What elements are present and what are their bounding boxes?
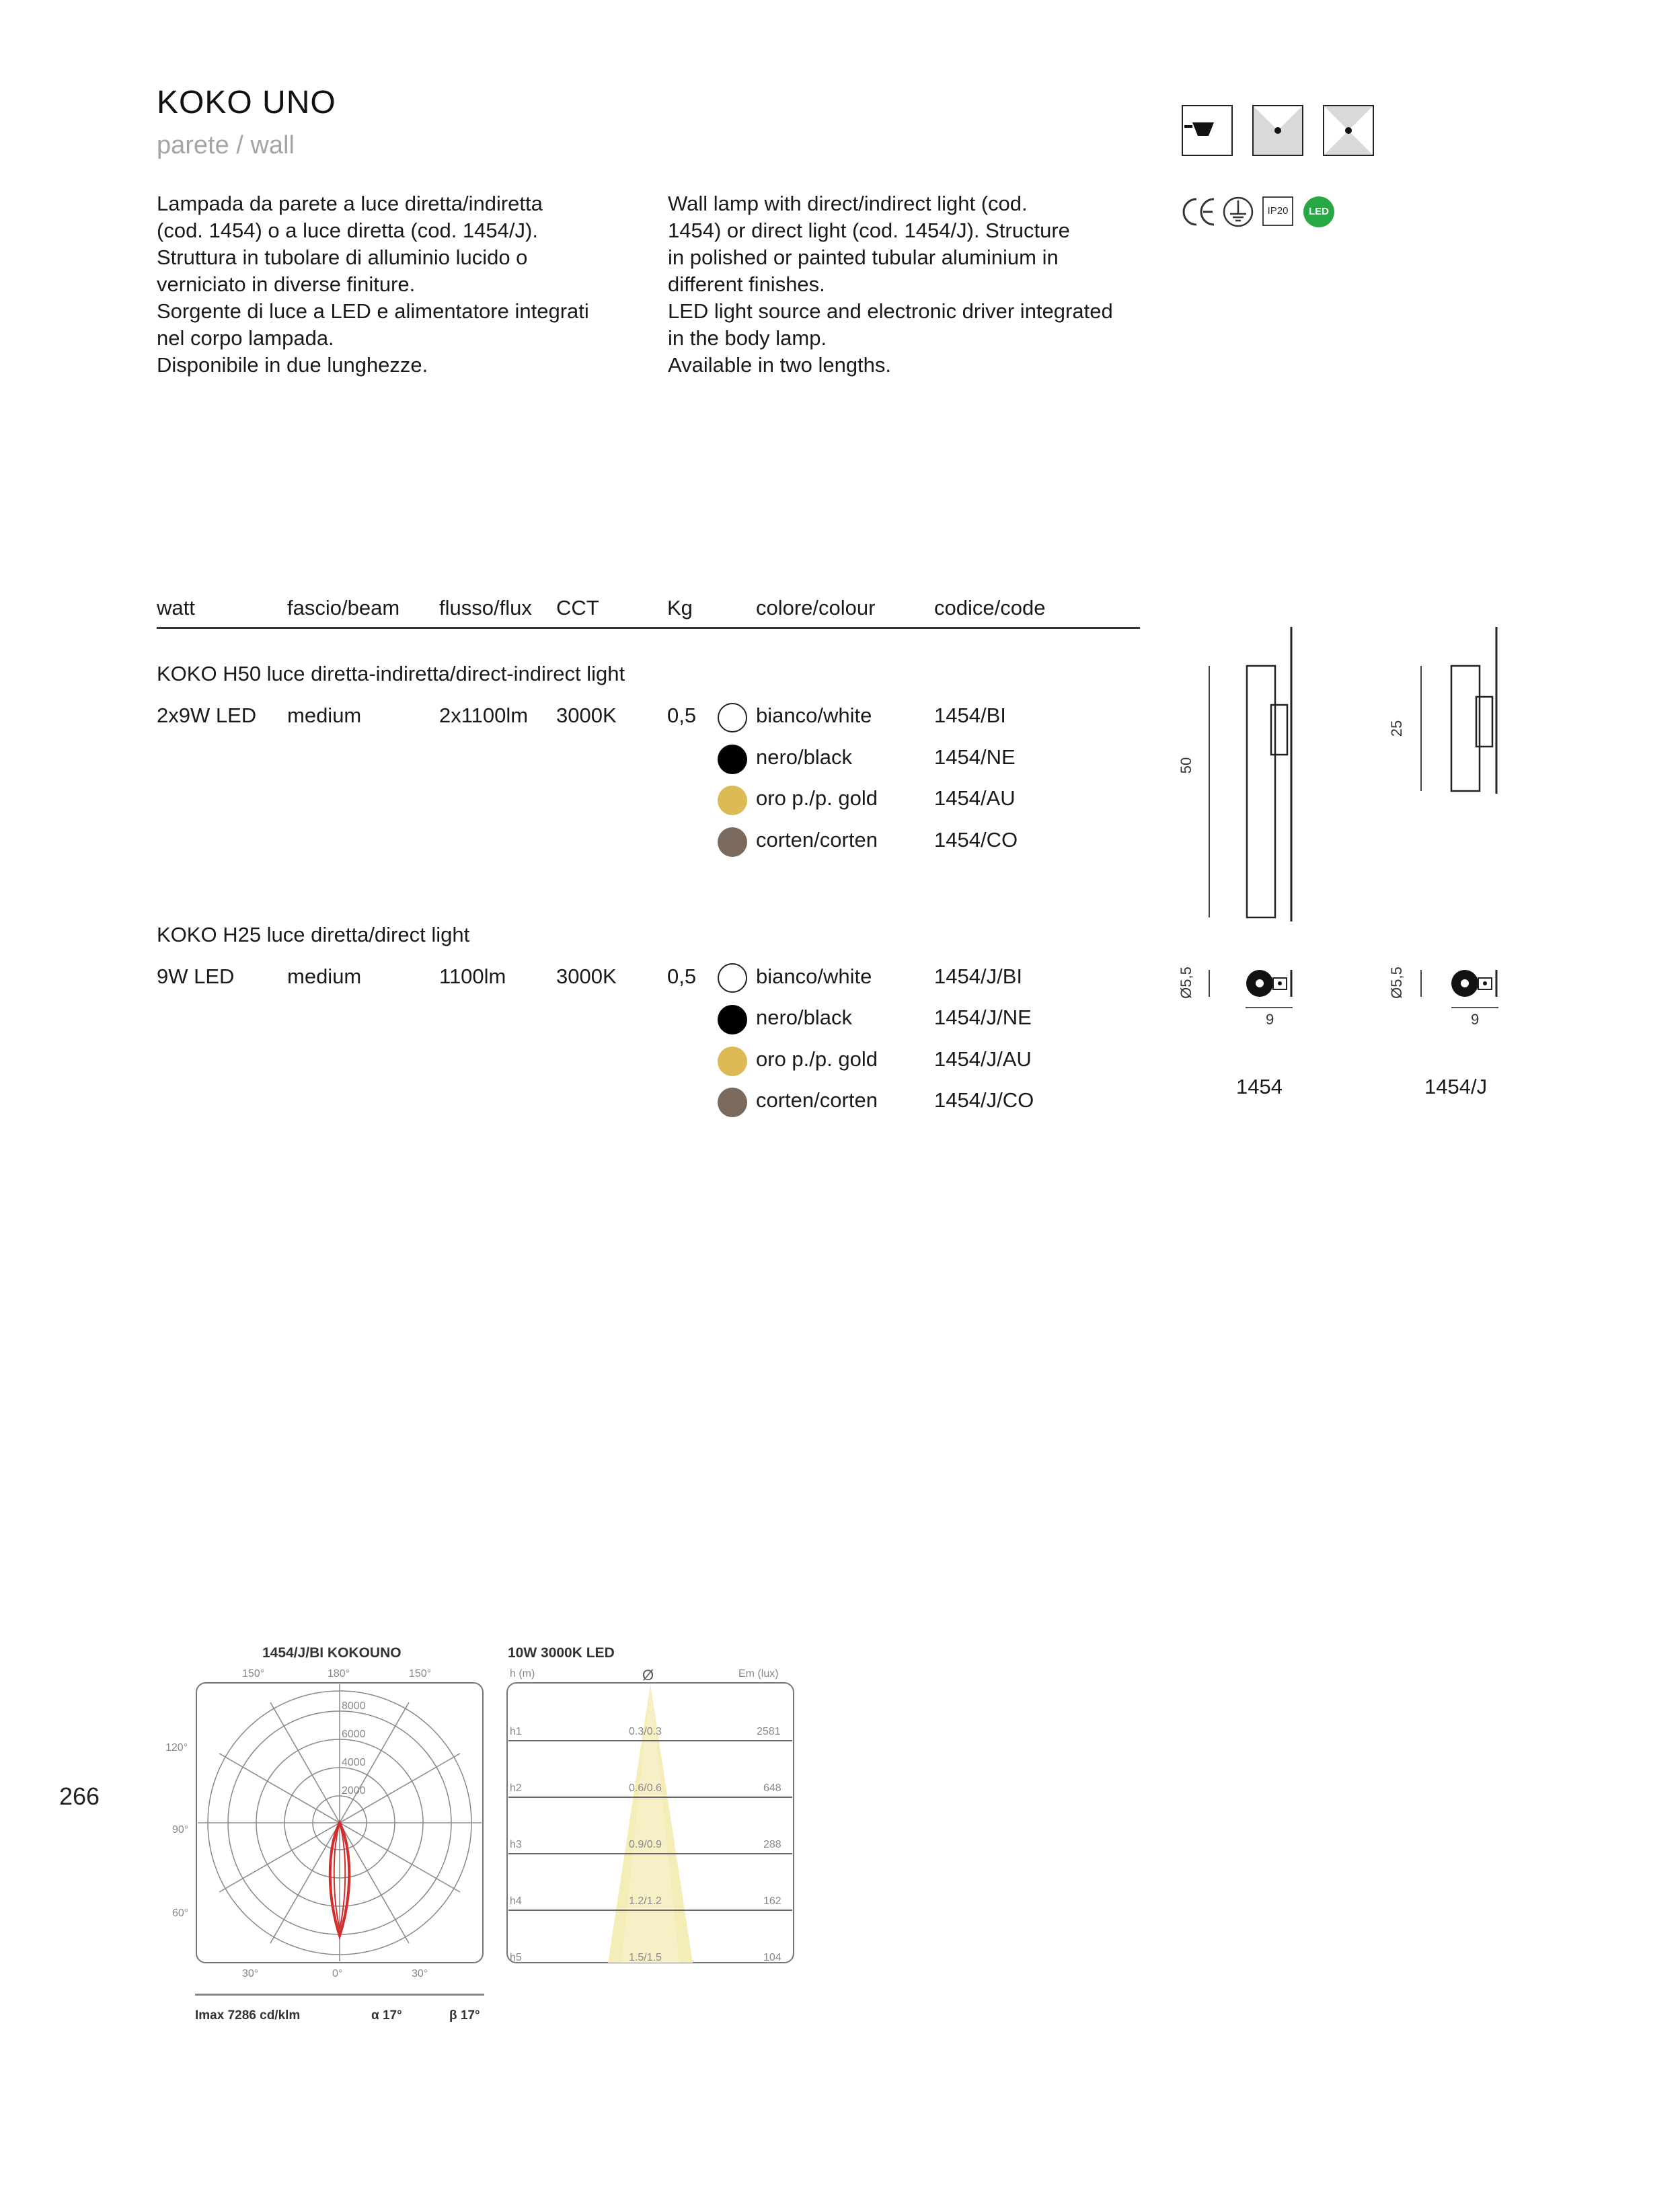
group-title-h50: KOKO H50 luce diretta-indiretta/direct-indirect light [157, 662, 625, 685]
header-beam: fascio/beam [287, 596, 400, 619]
ring-label: 4000 [342, 1757, 366, 1768]
angle-label: 30° [412, 1968, 428, 1979]
product-code: 1454/J/CO [934, 1088, 1034, 1112]
angle-label: 0° [332, 1968, 343, 1979]
header-watt: watt [157, 596, 195, 619]
angle-label: 150° [409, 1668, 432, 1680]
header-kg: Kg [667, 596, 693, 619]
colour-label: bianco/white [756, 965, 872, 988]
cone-row-d: 0.3/0.3 [629, 1726, 662, 1737]
technical-drawings [1170, 619, 1520, 1009]
header-divider [157, 627, 1140, 629]
alpha-label: α 17° [371, 2008, 402, 2023]
dimension-depth-1454: 9 [1266, 1011, 1274, 1028]
cone-row-d: 0.9/0.9 [629, 1839, 662, 1850]
imax-label: Imax 7286 cd/klm [195, 2008, 301, 2023]
led-icon: LED [1303, 196, 1334, 227]
ring-label: 6000 [342, 1729, 366, 1740]
dimension-depth-1454j: 9 [1471, 1011, 1480, 1028]
polar-diagram-title: 1454/J/BI KOKOUNO [262, 1645, 402, 1661]
product-code: 1454/CO [934, 828, 1018, 852]
wall-light-up-icon [1252, 105, 1303, 156]
page-number: 266 [59, 1782, 100, 1810]
cone-col-e: Em (lux) [738, 1668, 779, 1680]
cone-row-d: 0.6/0.6 [629, 1782, 662, 1794]
dimension-height-1454: 50 [1178, 757, 1195, 774]
cell-beam: medium [287, 965, 362, 988]
cone-row-h: h5 [510, 1952, 522, 1963]
cone-row-e: 162 [763, 1895, 781, 1907]
cell-cct: 3000K [556, 704, 617, 727]
dimension-diameter-1454j: Ø5,5 [1387, 967, 1405, 999]
product-code: 1454/NE [934, 745, 1016, 769]
cone-col-d: Ø [642, 1667, 654, 1684]
cell-kg: 0,5 [667, 965, 697, 988]
swatch-white [718, 703, 747, 732]
angle-label: 120° [165, 1742, 188, 1753]
ip20-icon: IP20 [1262, 196, 1293, 226]
header-cct: CCT [556, 596, 599, 619]
cone-row-h: h3 [510, 1839, 522, 1850]
angle-label: 150° [242, 1668, 265, 1680]
product-code: 1454/BI [934, 704, 1006, 727]
lamp-body-1454 [1247, 666, 1275, 917]
polar-intensity-diagram [195, 1682, 484, 1964]
cone-row-h: h4 [510, 1895, 522, 1907]
dimension-diameter-1454: Ø5,5 [1177, 967, 1194, 999]
angle-label: 90° [172, 1824, 189, 1836]
cone-row-h: h1 [510, 1726, 522, 1737]
colour-label: bianco/white [756, 704, 872, 727]
product-subtitle: parete / wall [157, 131, 295, 159]
cell-watt: 9W LED [157, 965, 235, 988]
angle-label: 180° [328, 1668, 350, 1680]
cell-beam: medium [287, 704, 362, 727]
cone-diagram-title: 10W 3000K LED [508, 1645, 615, 1661]
cell-kg: 0,5 [667, 704, 697, 727]
swatch-corten [718, 827, 747, 857]
cone-row-e: 288 [763, 1839, 781, 1850]
angle-label: 60° [172, 1908, 189, 1919]
angle-label: 30° [242, 1968, 259, 1979]
illuminance-cone-diagram [506, 1682, 795, 1964]
product-code: 1454/AU [934, 786, 1016, 810]
description-italian: Lampada da parete a luce diretta/indiretta (cod. 1454) o a luce diretta (cod. 1454/J). Struttura in tubolare di alluminio lucido o verniciato in diverse finiture. Sorgente di luce a LED e alimentatore integrati nel corpo lampada. Disponibile in due lunghezze. [157, 192, 589, 377]
colour-label: corten/corten [756, 1088, 878, 1112]
group-title-h25: KOKO H25 luce diretta/direct light [157, 923, 470, 946]
header-code: codice/code [934, 596, 1046, 619]
colour-label: corten/corten [756, 828, 878, 852]
cone-row-e: 648 [763, 1782, 781, 1794]
cell-flux: 1100lm [439, 965, 506, 988]
lamp-driver-1454 [1271, 705, 1287, 755]
lamp-body-1454j [1451, 666, 1480, 791]
header-flux: flusso/flux [439, 596, 532, 619]
swatch-black [718, 745, 747, 774]
diagram-divider [195, 1994, 484, 1996]
beta-label: β 17° [449, 2008, 480, 2023]
colour-label: oro p./p. gold [756, 1047, 878, 1071]
product-code: 1454/J/BI [934, 965, 1022, 988]
cone-col-h: h (m) [510, 1668, 535, 1680]
model-label-1454: 1454 [1236, 1075, 1283, 1098]
wall-mount-icon [1182, 105, 1233, 156]
ring-label: 8000 [342, 1700, 366, 1712]
colour-label: nero/black [756, 1006, 853, 1029]
cone-row-e: 2581 [757, 1726, 781, 1737]
description-english: Wall lamp with direct/indirect light (cod. 1454) or direct light (cod. 1454/J). Structure in polished or painted tubular aluminium in different finishes. LED light source and electronic driver integrated in the body lamp. Available in two lengths. [668, 192, 1113, 377]
cell-watt: 2x9W LED [157, 704, 257, 727]
product-code: 1454/J/NE [934, 1006, 1032, 1029]
dimension-height-1454j: 25 [1388, 720, 1406, 737]
wall-light-down-icon [1323, 105, 1374, 156]
swatch-corten [718, 1088, 747, 1117]
cell-cct: 3000K [556, 965, 617, 988]
cell-flux: 2x1100lm [439, 704, 529, 727]
swatch-gold [718, 786, 747, 815]
ce-mark-icon [1182, 195, 1217, 232]
cone-row-h: h2 [510, 1782, 522, 1794]
cone-row-d: 1.2/1.2 [629, 1895, 662, 1907]
ground-class-icon [1221, 195, 1255, 232]
cone-row-e: 104 [763, 1952, 781, 1963]
model-label-1454j: 1454/J [1424, 1075, 1488, 1098]
header-colour: colore/colour [756, 596, 876, 619]
cone-row-d: 1.5/1.5 [629, 1952, 662, 1963]
swatch-gold [718, 1047, 747, 1076]
colour-label: oro p./p. gold [756, 786, 878, 810]
ring-label: 2000 [342, 1785, 366, 1797]
swatch-white [718, 963, 747, 993]
product-code: 1454/J/AU [934, 1047, 1032, 1071]
swatch-black [718, 1005, 747, 1034]
product-title: KOKO UNO [157, 85, 336, 120]
lamp-driver-1454j [1476, 697, 1492, 747]
colour-label: nero/black [756, 745, 853, 769]
